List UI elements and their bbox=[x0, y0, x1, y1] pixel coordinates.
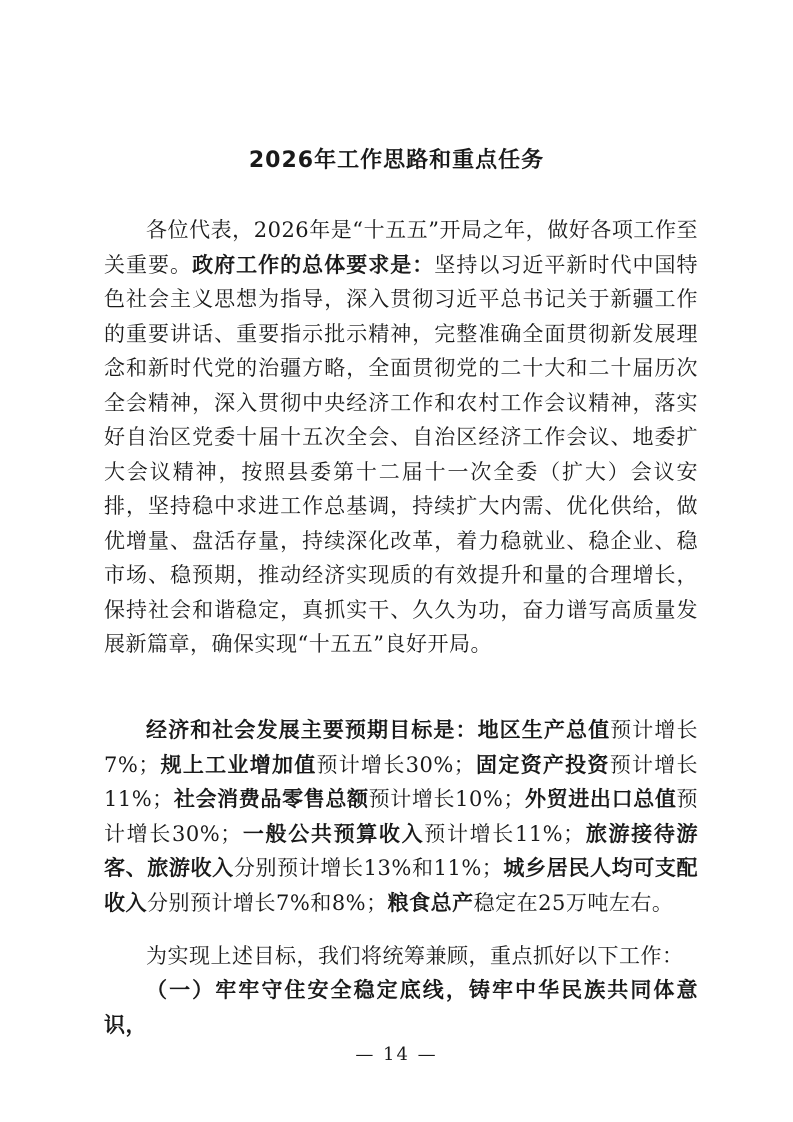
page-number: — 14 — bbox=[355, 1044, 438, 1065]
target-name: 规上工业增加值 bbox=[159, 751, 317, 777]
target-name: 一般公共预算收入 bbox=[241, 820, 425, 846]
general-requirements-text: 坚持以习近平新时代中国特色社会主义思想为指导，深入贯彻习近平总书记关于新疆工作的重要讲话、重要指示批示精神，完整准确全面贯彻新发展理念和新时代党的治疆方略，全面贯彻党的二十大和二十届历次全会精神，深入贯彻中央经济工作和农村工作会议精神，落实好自治区党委十届十五次全会、自治区经济工作会议、地委扩大会议精神，按照县委第十二届十一次全委（扩大）会议安排，坚持稳中求进工作总基调，持续扩大内需、优化供给，做优增量、盘活存量，持续深化改革，着力稳就业、稳企业、稳市场、稳预期，推动经济实现质的有效提升和量的合理增长，保持社会和谐稳定，真抓实干、久久为功，奋力谱写高质量发展新篇章，确保实现“十五五”良好开局。 bbox=[104, 252, 699, 656]
target-value: 预计增长30%； bbox=[104, 787, 698, 846]
document-title: 2026年工作思路和重点任务 bbox=[248, 148, 545, 173]
target-value: 分别预计增长7%和8%； bbox=[147, 890, 388, 915]
target-name: 粮食总产 bbox=[387, 889, 474, 915]
target-value: 预计增长11%； bbox=[104, 752, 699, 811]
section-heading-1: （一）牢牢守住安全稳定底线，铸牢中华民族共同体意识， bbox=[104, 977, 698, 1037]
target-value: 分别预计增长13%和11%； bbox=[233, 856, 504, 880]
target-name: 地区生产总值 bbox=[477, 717, 611, 742]
target-name: 旅游接待游客、旅游收入 bbox=[104, 820, 699, 880]
target-value: 稳定在25万吨左右。 bbox=[473, 890, 674, 915]
expected-targets-label: 经济和社会发展主要预期目标是： bbox=[146, 717, 478, 742]
target-name: 固定资产投资 bbox=[475, 751, 610, 777]
target-name: 城乡居民人均可支配收入 bbox=[104, 855, 699, 915]
target-value: 预计增长10%； bbox=[368, 787, 525, 811]
general-requirements-label: 政府工作的总体要求是： bbox=[192, 251, 435, 277]
target-name: 社会消费品零售总额 bbox=[173, 786, 369, 811]
paragraph-work-intro: 为实现上述目标，我们将统筹兼顾，重点抓好以下工作： bbox=[146, 944, 684, 968]
target-value: 预计增长7%； bbox=[104, 718, 698, 777]
paragraph-general-requirements bbox=[104, 213, 698, 662]
paragraph-expected-targets bbox=[104, 713, 698, 920]
target-value: 预计增长11%； bbox=[424, 821, 585, 846]
intro-text: 各位代表，2026年是“十五五”开局之年，做好各项工作至关重要。 bbox=[104, 218, 698, 277]
target-name: 外贸进出口总值 bbox=[524, 786, 677, 811]
target-value: 预计增长30%； bbox=[316, 752, 476, 777]
